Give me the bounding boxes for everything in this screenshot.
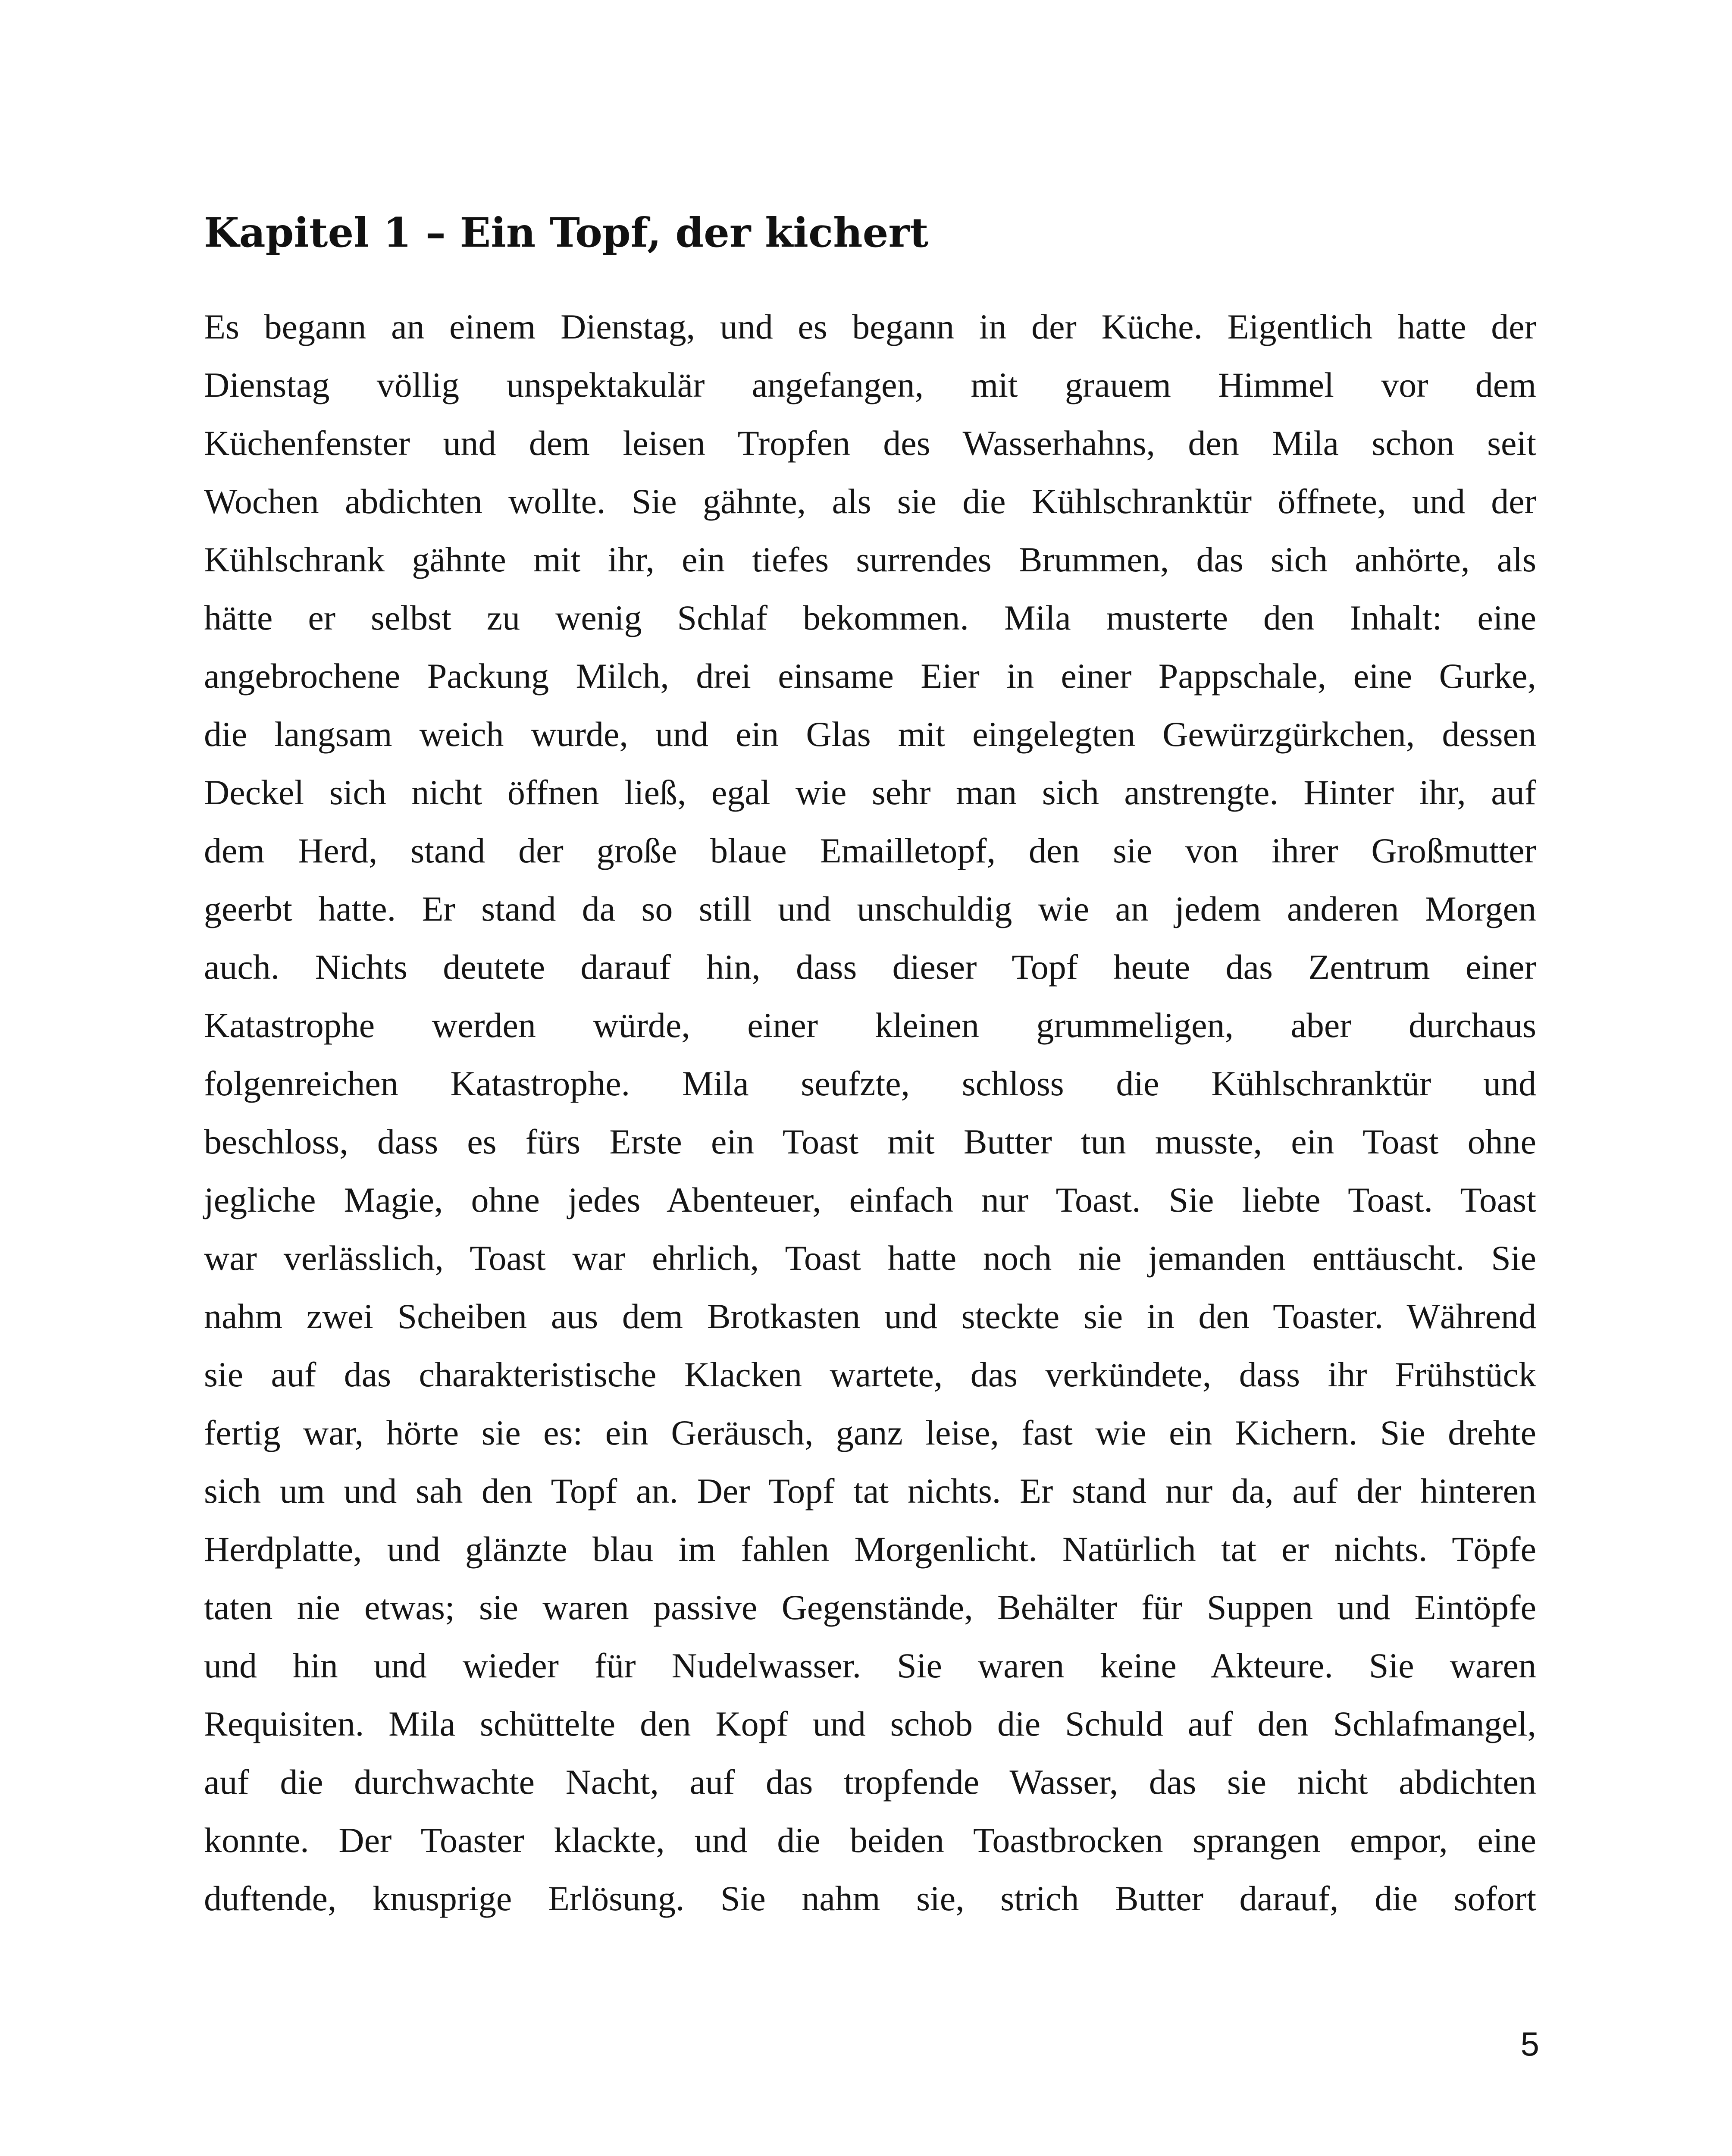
body-line: sich um und sah den Topf an. Der Topf tat nichts. Er stand nur da, auf der hinteren xyxy=(204,1471,1536,1510)
body-line: auf die durchwachte Nacht, auf das tropfende Wasser, das sie nicht abdichten xyxy=(204,1762,1536,1802)
body-line: auch. Nichts deutete darauf hin, dass dieser Topf heute das Zentrum einer xyxy=(204,947,1536,987)
body-line: sie auf das charakteristische Klacken wartete, das verkündete, dass ihr Frühstück xyxy=(204,1355,1536,1394)
body-line: taten nie etwas; sie waren passive Gegenstände, Behälter für Suppen und Eintöpfe xyxy=(204,1588,1536,1627)
body-line: nahm zwei Scheiben aus dem Brotkasten und steckte sie in den Toaster. Während xyxy=(204,1297,1536,1336)
body-text xyxy=(204,298,1536,1927)
body-line: fertig war, hörte sie es: ein Geräusch, ganz leise, fast wie ein Kichern. Sie drehte xyxy=(204,1413,1536,1452)
body-line: Herdplatte, und glänzte blau im fahlen Morgenlicht. Natürlich tat er nichts. Töpfe xyxy=(204,1529,1536,1569)
body-line: folgenreichen Katastrophe. Mila seufzte, schloss die Kühlschranktür und xyxy=(204,1064,1536,1103)
body-line: die langsam weich wurde, und ein Glas mit eingelegten Gewürzgürkchen, dessen xyxy=(204,714,1536,754)
body-line: Requisiten. Mila schüttelte den Kopf und schob die Schuld auf den Schlafmangel, xyxy=(204,1704,1536,1743)
body-line: und hin und wieder für Nudelwasser. Sie waren keine Akteure. Sie waren xyxy=(204,1646,1536,1685)
body-line: Wochen abdichten wollte. Sie gähnte, als sie die Kühlschranktür öffnete, und der xyxy=(204,482,1536,521)
body-line: duftende, knusprige Erlösung. Sie nahm sie, strich Butter darauf, die sofort xyxy=(204,1879,1536,1918)
body-line: beschloss, dass es fürs Erste ein Toast mit Butter tun musste, ein Toast ohne xyxy=(204,1122,1536,1161)
body-line: hätte er selbst zu wenig Schlaf bekommen. Mila musterte den Inhalt: eine xyxy=(204,598,1536,637)
body-line: jegliche Magie, ohne jedes Abenteuer, einfach nur Toast. Sie liebte Toast. Toast xyxy=(204,1180,1536,1219)
body-line: Es begann an einem Dienstag, und es begann in der Küche. Eigentlich hatte der xyxy=(204,307,1536,346)
body-line: war verlässlich, Toast war ehrlich, Toast hatte noch nie jemanden enttäuscht. Sie xyxy=(204,1238,1536,1278)
body-line: Dienstag völlig unspektakulär angefangen, mit grauem Himmel vor dem xyxy=(204,365,1536,404)
body-line: dem Herd, stand der große blaue Emailletopf, den sie von ihrer Großmutter xyxy=(204,831,1536,870)
page-number: 5 xyxy=(1520,2025,1539,2063)
body-line: Deckel sich nicht öffnen ließ, egal wie sehr man sich anstrengte. Hinter ihr, auf xyxy=(204,773,1536,812)
body-line: geerbt hatte. Er stand da so still und unschuldig wie an jedem anderen Morgen xyxy=(204,889,1536,928)
body-line: Katastrophe werden würde, einer kleinen grummeligen, aber durchaus xyxy=(204,1006,1536,1045)
body-line: Kühlschrank gähnte mit ihr, ein tiefes surrendes Brummen, das sich anhörte, als xyxy=(204,540,1536,579)
body-line: angebrochene Packung Milch, drei einsame Eier in einer Pappschale, eine Gurke, xyxy=(204,656,1536,696)
body-line: konnte. Der Toaster klackte, und die beiden Toastbrocken sprangen empor, eine xyxy=(204,1821,1536,1860)
body-line: Küchenfenster und dem leisen Tropfen des Wasserhahns, den Mila schon seit xyxy=(204,423,1536,463)
chapter-title: Kapitel 1 – Ein Topf, der kichert xyxy=(204,209,929,257)
